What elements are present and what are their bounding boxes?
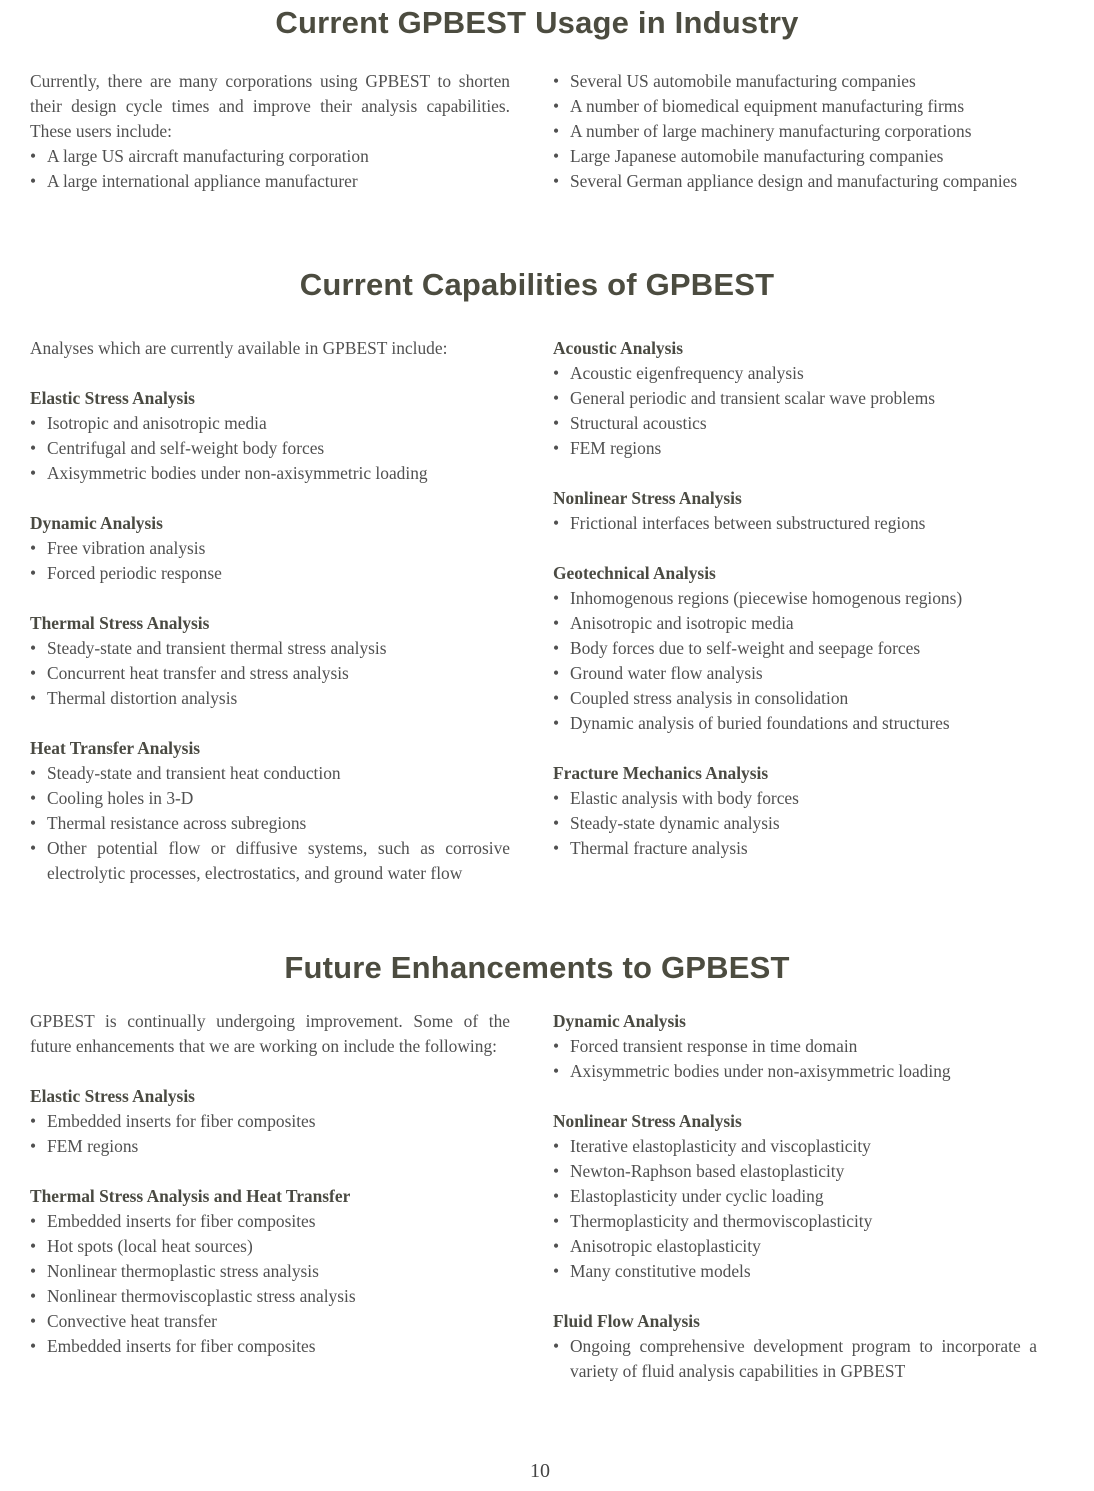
future-group-fluid-flow [553, 1309, 1037, 1384]
usage-intro: Currently, there are many corporations using GPBEST to shorten their design cycle times and improve their analysis capabilities. These users include: [30, 71, 510, 141]
list-item: • Centrifugal and self-weight body forces [30, 436, 510, 461]
capability-group-elastic [30, 386, 510, 486]
list-item: • Nonlinear thermoplastic stress analysis [30, 1259, 510, 1284]
list-item: • Coupled stress analysis in consolidation [553, 686, 1037, 711]
list-item: • Ongoing comprehensive development program to incorporate a variety of fluid analysis capabilities in GPBEST [553, 1334, 1037, 1384]
list-item: • Dynamic analysis of buried foundations and structures [553, 711, 1037, 736]
list-item: • Body forces due to self-weight and seepage forces [553, 636, 1037, 661]
future-group-dynamic [553, 1009, 1037, 1084]
list-item: • Embedded inserts for fiber composites [30, 1334, 510, 1359]
list-item: • Inhomogenous regions (piecewise homogenous regions) [553, 586, 1037, 611]
group-heading: Geotechnical Analysis [553, 563, 716, 583]
usage-right-column [553, 69, 1037, 194]
list-item: • Concurrent heat transfer and stress analysis [30, 661, 510, 686]
future-group-thermal [30, 1184, 510, 1359]
list-item: • A number of large machinery manufacturing corporations [553, 119, 1037, 144]
future-group-elastic [30, 1084, 510, 1159]
list-item: • Large Japanese automobile manufacturing companies [553, 144, 1037, 169]
list-item: • Thermal fracture analysis [553, 836, 1037, 861]
group-heading: Dynamic Analysis [553, 1011, 686, 1031]
list-item: • Other potential flow or diffusive systems, such as corrosive electrolytic processes, electrostatics, and ground water flow [30, 836, 510, 886]
list-item: • Elastic analysis with body forces [553, 786, 1037, 811]
list-item: • Embedded inserts for fiber composites [30, 1109, 510, 1134]
list-item: • Newton-Raphson based elastoplasticity [553, 1159, 1037, 1184]
capabilities-title: Current Capabilities of GPBEST [299, 267, 775, 302]
future-intro: GPBEST is continually undergoing improvement. Some of the future enhancements that we are working on include the following: [30, 1011, 510, 1056]
list-item: • A number of biomedical equipment manufacturing firms [553, 94, 1037, 119]
list-item: • Isotropic and anisotropic media [30, 411, 510, 436]
list-item: • Forced transient response in time domain [553, 1034, 1037, 1059]
future-left-column [30, 1009, 510, 1359]
group-heading: Thermal Stress Analysis and Heat Transfer [30, 1186, 351, 1206]
list-item: • Anisotropic and isotropic media [553, 611, 1037, 636]
capabilities-right-column [553, 336, 1037, 861]
list-item: • A large international appliance manufacturer [30, 169, 510, 194]
list-item: • FEM regions [553, 436, 1037, 461]
list-item: • Free vibration analysis [30, 536, 510, 561]
future-title: Future Enhancements to GPBEST [284, 950, 790, 985]
group-heading: Heat Transfer Analysis [30, 738, 201, 758]
list-item: • FEM regions [30, 1134, 510, 1159]
list-item: • Several US automobile manufacturing companies [553, 69, 1037, 94]
capability-group-nonlinear [553, 486, 1037, 536]
capability-group-fracture [553, 761, 1037, 861]
list-item: • Thermal resistance across subregions [30, 811, 510, 836]
group-heading: Fluid Flow Analysis [553, 1311, 700, 1331]
list-item: • Steady-state and transient thermal stress analysis [30, 636, 510, 661]
group-heading: Nonlinear Stress Analysis [553, 488, 742, 508]
list-item: • Ground water flow analysis [553, 661, 1037, 686]
list-item: • Embedded inserts for fiber composites [30, 1209, 510, 1234]
usage-right-list [553, 69, 1037, 194]
list-item: • Nonlinear thermoviscoplastic stress analysis [30, 1284, 510, 1309]
page-number: 10 [530, 1460, 550, 1482]
usage-title: Current GPBEST Usage in Industry [275, 5, 799, 40]
list-item: • Thermoplasticity and thermoviscoplasticity [553, 1209, 1037, 1234]
capability-group-thermal-stress [30, 611, 510, 711]
group-heading: Fracture Mechanics Analysis [553, 763, 769, 783]
capability-group-heat-transfer [30, 736, 510, 886]
list-item: • Steady-state and transient heat conduction [30, 761, 510, 786]
usage-left-column [30, 69, 510, 194]
list-item: • Thermal distortion analysis [30, 686, 510, 711]
list-item: • Acoustic eigenfrequency analysis [553, 361, 1037, 386]
capabilities-left-column [30, 336, 510, 886]
group-heading: Dynamic Analysis [30, 513, 163, 533]
list-item: • Many constitutive models [553, 1259, 1037, 1284]
list-item: • Axisymmetric bodies under non-axisymmetric loading [30, 461, 510, 486]
capabilities-intro: Analyses which are currently available in GPBEST include: [30, 338, 448, 358]
list-item: • Structural acoustics [553, 411, 1037, 436]
list-item: • Frictional interfaces between substructured regions [553, 511, 1037, 536]
list-item: • Axisymmetric bodies under non-axisymmetric loading [553, 1059, 1037, 1084]
list-item: • Several German appliance design and manufacturing companies [553, 169, 1037, 194]
group-heading: Elastic Stress Analysis [30, 1086, 195, 1106]
list-item: • Hot spots (local heat sources) [30, 1234, 510, 1259]
group-heading: Thermal Stress Analysis [30, 613, 210, 633]
list-item: • General periodic and transient scalar wave problems [553, 386, 1037, 411]
capability-group-dynamic [30, 511, 510, 586]
group-heading: Elastic Stress Analysis [30, 388, 195, 408]
group-heading: Nonlinear Stress Analysis [553, 1111, 742, 1131]
capability-group-geotechnical [553, 561, 1037, 736]
list-item: • Steady-state dynamic analysis [553, 811, 1037, 836]
list-item: • Anisotropic elastoplasticity [553, 1234, 1037, 1259]
capability-group-acoustic [553, 336, 1037, 461]
list-item: • Cooling holes in 3-D [30, 786, 510, 811]
list-item: • Convective heat transfer [30, 1309, 510, 1334]
usage-left-list [30, 144, 510, 194]
future-right-column [553, 1009, 1037, 1384]
group-heading: Acoustic Analysis [553, 338, 683, 358]
list-item: • Forced periodic response [30, 561, 510, 586]
list-item: • Elastoplasticity under cyclic loading [553, 1184, 1037, 1209]
future-group-nonlinear [553, 1109, 1037, 1284]
list-item: • A large US aircraft manufacturing corporation [30, 144, 510, 169]
list-item: • Iterative elastoplasticity and viscoplasticity [553, 1134, 1037, 1159]
